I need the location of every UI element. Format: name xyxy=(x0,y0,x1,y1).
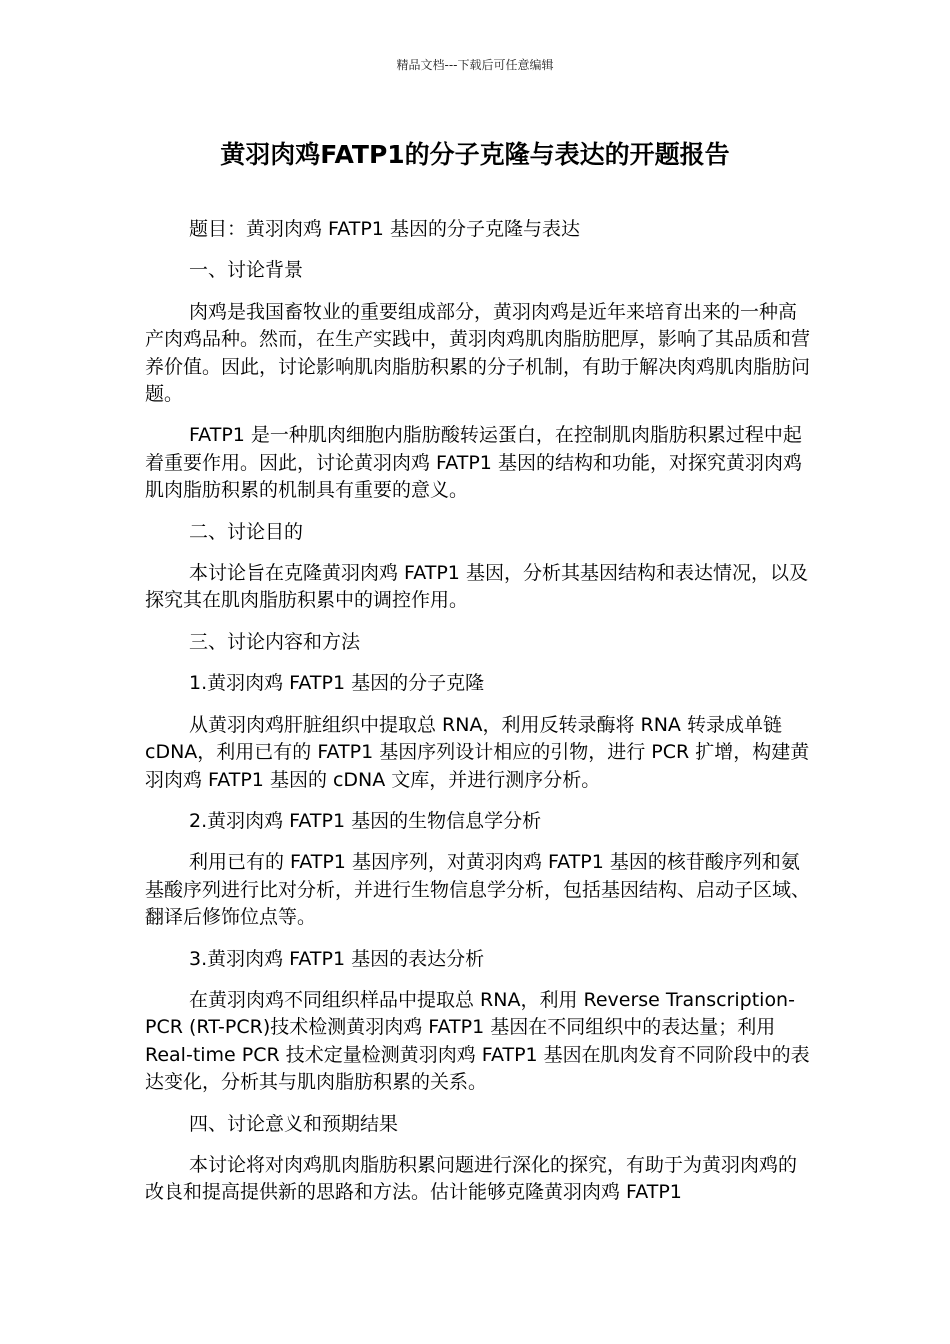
section-heading-purpose: 二、讨论目的 xyxy=(189,520,304,543)
subheading-bioinformatics: 2.黄羽肉鸡 FATP1 基因的生物信息学分析 xyxy=(189,809,542,832)
paragraph-purpose: 本讨论旨在克隆黄羽肉鸡 FATP1 基因，分析其基因结构和表达情况，以及探究其在肌肉脂肪积累中的调控作用。 xyxy=(145,562,808,612)
paragraph-significance: 本讨论将对肉鸡肌肉脂肪积累问题进行深化的探究，有助于为黄羽肉鸡的改良和提高提供新的思路和方法。估计能够克隆黄羽肉鸡 FATP1 xyxy=(145,1153,798,1204)
paragraph-background-1: 肉鸡是我国畜牧业的重要组成部分，黄羽肉鸡是近年来培育出来的一种高产肉鸡品种。然而，在生产实践中，黄羽肉鸡肌肉脂肪肥厚，影响了其品质和营养价值。因此，讨论影响肌肉脂肪积累的分子机制，有助于解决肉鸡肌肉脂肪问题。 xyxy=(145,300,811,406)
paragraph-bioinformatics: 利用已有的 FATP1 基因序列，对黄羽肉鸡 FATP1 基因的核苷酸序列和氨基酸序列进行比对分析，并进行生物信息学分析，包括基因结构、启动子区域、翻译后修饰位点等。 xyxy=(145,851,811,929)
paragraph-background-2: FATP1 是一种肌肉细胞内脂肪酸转运蛋白，在控制肌肉脂肪积累过程中起着重要作用。因此，讨论黄羽肉鸡 FATP1 基因的结构和功能，对探究黄羽肉鸡肌肉脂肪积累的机制具有重要的意义。 xyxy=(145,424,802,502)
subheading-expression: 3.黄羽肉鸡 FATP1 基因的表达分析 xyxy=(189,947,485,970)
section-heading-methods: 三、讨论内容和方法 xyxy=(189,630,361,653)
header-note: 精品文档---下载后可任意编辑 xyxy=(396,58,554,72)
paragraph-expression: 在黄羽肉鸡不同组织样品中提取总 RNA，利用 Reverse Transcription-PCR (RT-PCR)技术检测黄羽肉鸡 FATP1 基因在不同组织中的表达量；利用 Real-time PCR 技术定量检测黄羽肉鸡 FATP1 基因在肌肉发育不同阶段中的表达变化，分析其与肌肉脂肪积累的关系。 xyxy=(145,988,810,1094)
section-heading-significance: 四、讨论意义和预期结果 xyxy=(189,1112,399,1135)
subheading-cloning: 1.黄羽肉鸡 FATP1 基因的分子克隆 xyxy=(189,672,485,695)
topic-line: 题目：黄羽肉鸡 FATP1 基因的分子克隆与表达 xyxy=(189,218,580,240)
section-heading-background: 一、讨论背景 xyxy=(189,259,304,282)
paragraph-cloning: 从黄羽肉鸡肝脏组织中提取总 RNA，利用反转录酶将 RNA 转录成单链 cDNA，利用已有的 FATP1 基因序列设计相应的引物，进行 PCR 扩增，构建黄羽肉鸡 FATP1 基因的 cDNA 文库，并进行测序分析。 xyxy=(145,713,810,791)
document-body xyxy=(145,216,811,1221)
document-title: 黄羽肉鸡FATP1的分子克隆与表达的开题报告 xyxy=(220,140,730,169)
